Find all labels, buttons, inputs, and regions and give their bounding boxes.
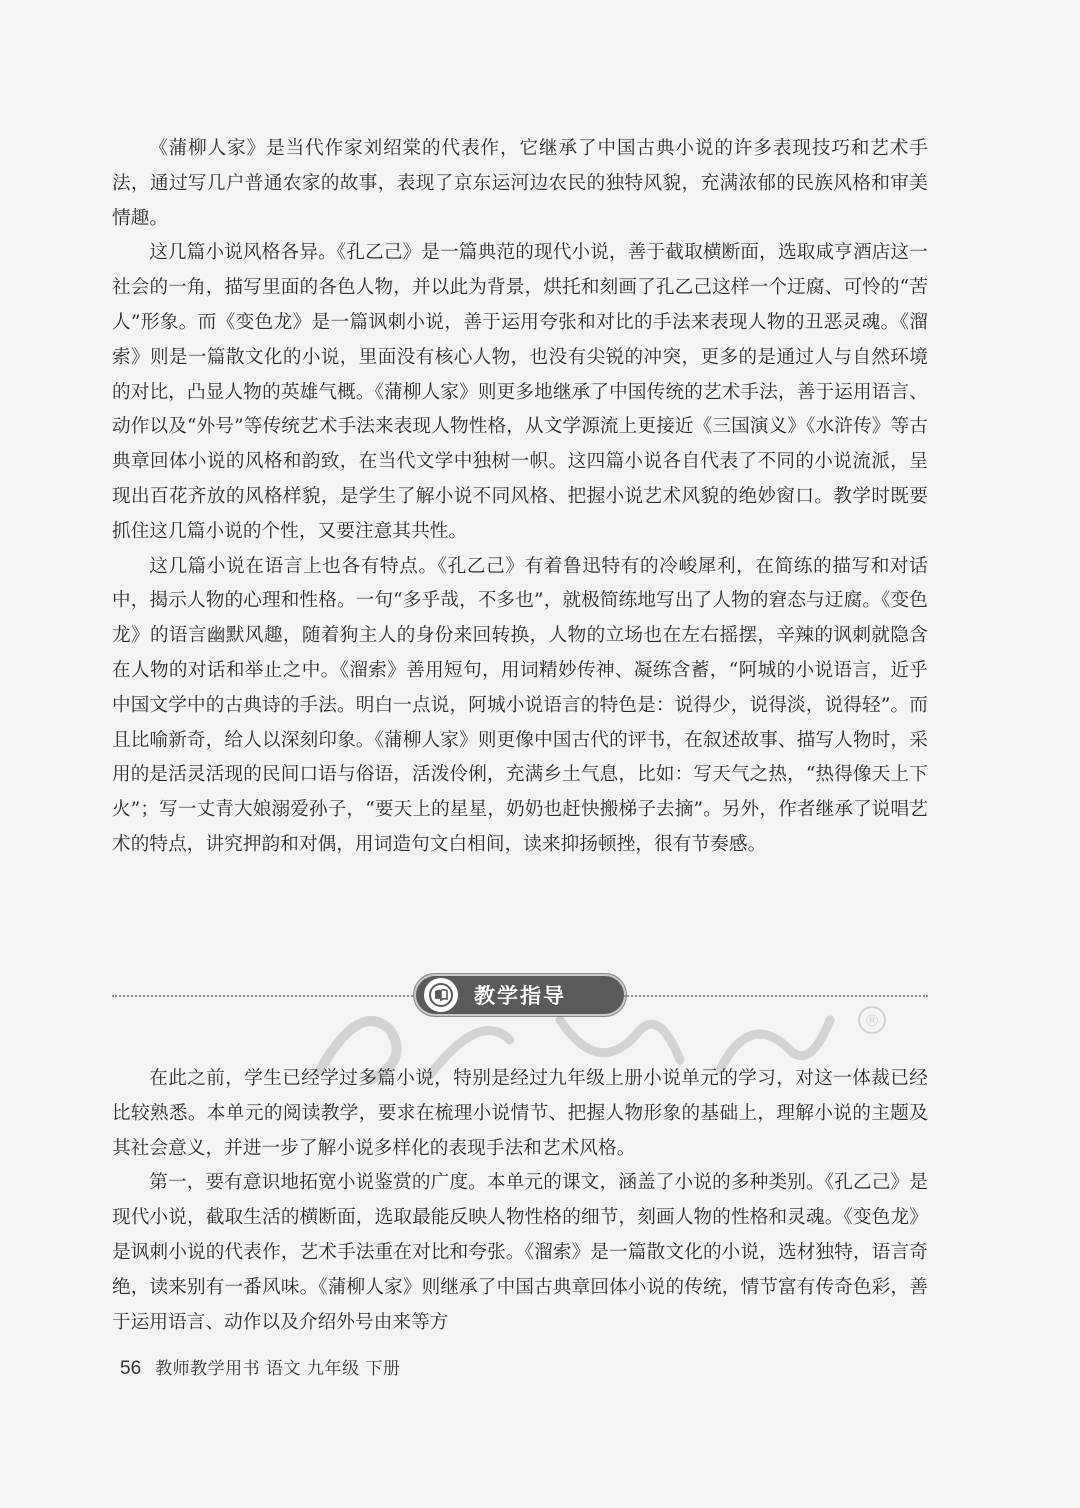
- paragraph-styles: 这几篇小说风格各异。《孔乙己》是一篇典范的现代小说，善于截取横断面，选取咸亨酒店这一社会的一角，描写里面的各色人物，并以此为背景，烘托和刻画了孔乙己这样一个迂腐、可怜的“苦人”形象。而《变色龙》是一篇讽刺小说，善于运用夸张和对比的手法来表现人物的丑恶灵魂。《溜索》则是一篇散文化的小说，里面没有核心人物，也没有尖锐的冲突，更多的是通过人与自然环境的对比，凸显人物的英雄气概。《蒲柳人家》则更多地继承了中国传统的艺术手法，善于运用语言、动作以及“外号”等传统艺术手法来表现人物性格，从文学源流上更接近《三国演义》《水浒传》等古典章回体小说的风格和韵致，在当代文学中独树一帜。这四篇小说各自代表了不同的小说流派，呈现出百花齐放的风格样貌，是学生了解小说不同风格、把握小说艺术风貌的绝妙窗口。教学时既要抓住这几篇小说的个性，又要注意其共性。: [112, 242, 928, 542]
- registered-mark: ®: [864, 1011, 880, 1030]
- paragraph-first-point: 第一，要有意识地拓宽小说鉴赏的广度。本单元的课文，涵盖了小说的多种类别。《孔乙己》是现代小说，截取生活的横断面，选取最能反映人物性格的细节，刻画人物的性格和灵魂。《变色龙》是讽刺小说的代表作，艺术手法重在对比和夸张。《溜索》是一篇散文化的小说，选材独特，语言奇绝，读来别有一番风味。《蒲柳人家》则继承了中国古典章回体小说的传统，情节富有传奇色彩，善于运用语言、动作以及介绍外号由来等方: [112, 1172, 928, 1333]
- paragraph-puliu-renjia-intro: 《蒲柳人家》是当代作家刘绍棠的代表作，它继承了中国古典小说的许多表现技巧和艺术手法，通过写几户普通农家的故事，表现了京东运河边农民的独特风貌，充满浓郁的民族风格和审美情趣。: [112, 138, 928, 229]
- upper-text-block: [112, 132, 928, 863]
- page-number: 56: [120, 1358, 142, 1379]
- lower-text-block: [112, 1062, 928, 1340]
- section-title: 教学指导: [474, 984, 566, 1008]
- paragraph-language: 这几篇小说在语言上也各有特点。《孔乙己》有着鲁迅特有的冷峻犀利，在简练的描写和对话中，揭示人物的心理和性格。一句“多乎哉，不多也”，就极简练地写出了人物的窘态与迂腐。《变色龙》的语言幽默风趣，随着狗主人的身份来回转换，人物的立场也在左右摇摆，辛辣的讽刺就隐含在人物的对话和举止之中。《溜索》善用短句，用词精妙传神、凝练含蓄，“阿城的小说语言，近乎中国文学中的古典诗的手法。明白一点说，阿城小说语言的特色是：说得少，说得淡，说得轻”。而且比喻新奇，给人以深刻印象。《蒲柳人家》则更像中国古代的评书，在叙述故事、描写人物时，采用的是活灵活现的民间口语与俗语，活泼伶俐，充满乡土气息，比如：写天气之热，“热得像天上下火”；写一丈青大娘溺爱孙子，“要天上的星星，奶奶也赶快搬梯子去摘”。另外，作者继承了说唱艺术的特点，讲究押韵和对偶，用词造句文白相间，读来抑扬顿挫，很有节奏感。: [112, 555, 928, 855]
- paragraph-prior-learning: 在此之前，学生已经学过多篇小说，特别是经过九年级上册小说单元的学习，对这一体裁已经比较熟悉。本单元的阅读教学，要求在梳理小说情节、把握人物形象的基础上，理解小说的主题及其社会意义，并进一步了解小说多样化的表现手法和艺术风格。: [112, 1068, 928, 1159]
- page-footer: [120, 1354, 400, 1380]
- book-title: 教师教学用书 语文 九年级 下册: [155, 1359, 401, 1379]
